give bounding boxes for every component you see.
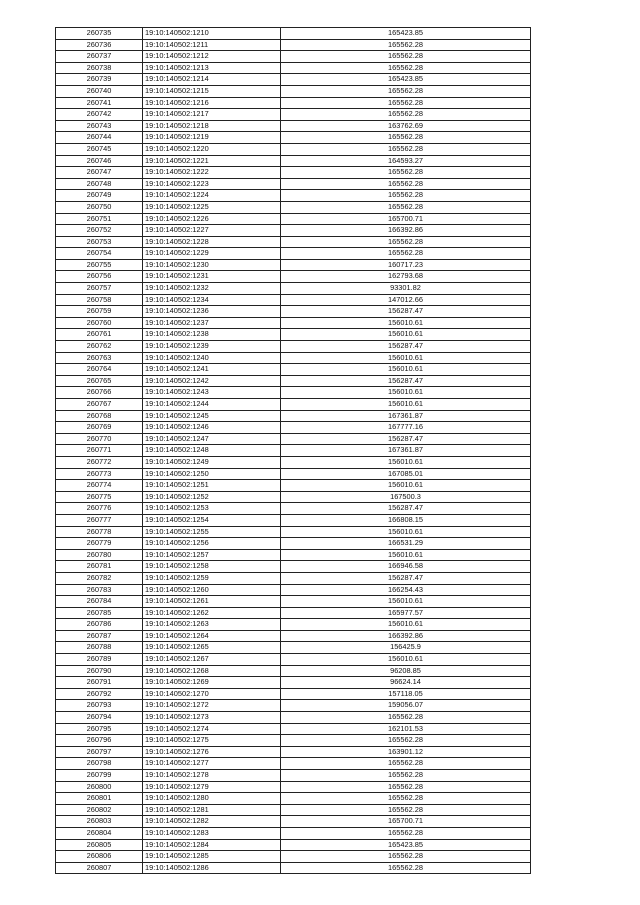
row-id-cell: 260795 — [56, 723, 143, 735]
row-id-cell: 260781 — [56, 561, 143, 573]
cadastral-number-cell: 19:10:140502:1250 — [143, 468, 281, 480]
table-row — [56, 538, 531, 550]
cadastral-number-cell: 19:10:140502:1214 — [143, 74, 281, 86]
row-id-cell: 260805 — [56, 839, 143, 851]
value-cell: 165562.28 — [281, 862, 531, 874]
row-id-cell: 260751 — [56, 213, 143, 225]
table-row — [56, 491, 531, 503]
cadastral-number-cell: 19:10:140502:1239 — [143, 341, 281, 353]
row-id-cell: 260738 — [56, 62, 143, 74]
cadastral-number-cell: 19:10:140502:1220 — [143, 143, 281, 155]
value-cell: 167500.3 — [281, 491, 531, 503]
value-cell: 165562.28 — [281, 51, 531, 63]
value-cell: 156010.61 — [281, 352, 531, 364]
row-id-cell: 260793 — [56, 700, 143, 712]
table-row — [56, 62, 531, 74]
row-id-cell: 260765 — [56, 375, 143, 387]
cadastral-number-cell: 19:10:140502:1276 — [143, 746, 281, 758]
value-cell: 156010.61 — [281, 387, 531, 399]
cadastral-number-cell: 19:10:140502:1215 — [143, 85, 281, 97]
row-id-cell: 260749 — [56, 190, 143, 202]
table-row — [56, 364, 531, 376]
row-id-cell: 260782 — [56, 572, 143, 584]
value-cell: 165562.28 — [281, 85, 531, 97]
cadastral-number-cell: 19:10:140502:1237 — [143, 317, 281, 329]
row-id-cell: 260794 — [56, 712, 143, 724]
value-cell: 165977.57 — [281, 607, 531, 619]
value-cell: 165562.28 — [281, 781, 531, 793]
table-row — [56, 120, 531, 132]
table-row — [56, 433, 531, 445]
cadastral-number-cell: 19:10:140502:1241 — [143, 364, 281, 376]
value-cell: 156287.47 — [281, 375, 531, 387]
row-id-cell: 260736 — [56, 39, 143, 51]
table-row — [56, 607, 531, 619]
cadastral-number-cell: 19:10:140502:1244 — [143, 399, 281, 411]
cadastral-number-cell: 19:10:140502:1238 — [143, 329, 281, 341]
row-id-cell: 260740 — [56, 85, 143, 97]
value-cell: 166531.29 — [281, 538, 531, 550]
table-row — [56, 306, 531, 318]
table-row — [56, 445, 531, 457]
table-row — [56, 213, 531, 225]
value-cell: 165562.28 — [281, 827, 531, 839]
row-id-cell: 260768 — [56, 410, 143, 422]
value-cell: 165562.28 — [281, 62, 531, 74]
cadastral-number-cell: 19:10:140502:1253 — [143, 503, 281, 515]
row-id-cell: 260759 — [56, 306, 143, 318]
row-id-cell: 260761 — [56, 329, 143, 341]
value-cell: 165423.85 — [281, 74, 531, 86]
table-row — [56, 167, 531, 179]
table-row — [56, 190, 531, 202]
row-id-cell: 260739 — [56, 74, 143, 86]
value-cell: 157118.05 — [281, 688, 531, 700]
table-row — [56, 851, 531, 863]
cadastral-number-cell: 19:10:140502:1274 — [143, 723, 281, 735]
row-id-cell: 260741 — [56, 97, 143, 109]
table-row — [56, 317, 531, 329]
value-cell: 162793.68 — [281, 271, 531, 283]
table-row — [56, 283, 531, 295]
cadastral-number-cell: 19:10:140502:1246 — [143, 422, 281, 434]
table-row — [56, 375, 531, 387]
table-row — [56, 271, 531, 283]
value-cell: 159056.07 — [281, 700, 531, 712]
cadastral-number-cell: 19:10:140502:1285 — [143, 851, 281, 863]
cadastral-number-cell: 19:10:140502:1275 — [143, 735, 281, 747]
value-cell: 167777.16 — [281, 422, 531, 434]
value-cell: 165562.28 — [281, 97, 531, 109]
table-row — [56, 654, 531, 666]
row-id-cell: 260748 — [56, 178, 143, 190]
value-cell: 93301.82 — [281, 283, 531, 295]
table-row — [56, 39, 531, 51]
value-cell: 167085.01 — [281, 468, 531, 480]
value-cell: 156010.61 — [281, 596, 531, 608]
row-id-cell: 260755 — [56, 259, 143, 271]
table-row — [56, 781, 531, 793]
row-id-cell: 260753 — [56, 236, 143, 248]
table-row — [56, 74, 531, 86]
cadastral-number-cell: 19:10:140502:1284 — [143, 839, 281, 851]
cadastral-number-cell: 19:10:140502:1279 — [143, 781, 281, 793]
value-cell: 156010.61 — [281, 329, 531, 341]
table-row — [56, 839, 531, 851]
value-cell: 165562.28 — [281, 167, 531, 179]
row-id-cell: 260764 — [56, 364, 143, 376]
table-row — [56, 700, 531, 712]
row-id-cell: 260772 — [56, 456, 143, 468]
table-row — [56, 596, 531, 608]
value-cell: 165562.28 — [281, 735, 531, 747]
value-cell: 166254.43 — [281, 584, 531, 596]
cadastral-number-cell: 19:10:140502:1216 — [143, 97, 281, 109]
value-cell: 156287.47 — [281, 572, 531, 584]
table-row — [56, 236, 531, 248]
table-row — [56, 132, 531, 144]
value-cell: 163762.69 — [281, 120, 531, 132]
cadastral-number-cell: 19:10:140502:1278 — [143, 770, 281, 782]
row-id-cell: 260785 — [56, 607, 143, 619]
cadastral-number-cell: 19:10:140502:1240 — [143, 352, 281, 364]
table-row — [56, 97, 531, 109]
value-cell: 156010.61 — [281, 317, 531, 329]
cadastral-number-cell: 19:10:140502:1225 — [143, 201, 281, 213]
table-row — [56, 677, 531, 689]
table-row — [56, 770, 531, 782]
value-cell: 165562.28 — [281, 201, 531, 213]
value-cell: 165562.28 — [281, 143, 531, 155]
row-id-cell: 260743 — [56, 120, 143, 132]
value-cell: 166392.86 — [281, 225, 531, 237]
row-id-cell: 260735 — [56, 28, 143, 40]
cadastral-number-cell: 19:10:140502:1218 — [143, 120, 281, 132]
row-id-cell: 260797 — [56, 746, 143, 758]
table-row — [56, 549, 531, 561]
row-id-cell: 260771 — [56, 445, 143, 457]
table-row — [56, 816, 531, 828]
cadastral-number-cell: 19:10:140502:1252 — [143, 491, 281, 503]
table-row — [56, 735, 531, 747]
row-id-cell: 260792 — [56, 688, 143, 700]
cadastral-number-cell: 19:10:140502:1254 — [143, 514, 281, 526]
row-id-cell: 260757 — [56, 283, 143, 295]
cadastral-number-cell: 19:10:140502:1272 — [143, 700, 281, 712]
cadastral-number-cell: 19:10:140502:1264 — [143, 630, 281, 642]
cadastral-number-cell: 19:10:140502:1226 — [143, 213, 281, 225]
table-row — [56, 514, 531, 526]
row-id-cell: 260762 — [56, 341, 143, 353]
value-cell: 165562.28 — [281, 190, 531, 202]
value-cell: 165562.28 — [281, 39, 531, 51]
cadastral-number-cell: 19:10:140502:1257 — [143, 549, 281, 561]
cadastral-number-cell: 19:10:140502:1223 — [143, 178, 281, 190]
value-cell: 165423.85 — [281, 839, 531, 851]
value-cell: 164593.27 — [281, 155, 531, 167]
row-id-cell: 260804 — [56, 827, 143, 839]
value-cell: 156287.47 — [281, 341, 531, 353]
cadastral-number-cell: 19:10:140502:1256 — [143, 538, 281, 550]
row-id-cell: 260779 — [56, 538, 143, 550]
table-row — [56, 665, 531, 677]
table-row — [56, 630, 531, 642]
row-id-cell: 260802 — [56, 804, 143, 816]
cadastral-number-cell: 19:10:140502:1260 — [143, 584, 281, 596]
row-id-cell: 260774 — [56, 480, 143, 492]
row-id-cell: 260744 — [56, 132, 143, 144]
table-row — [56, 109, 531, 121]
table-body — [56, 28, 531, 874]
cadastral-number-cell: 19:10:140502:1261 — [143, 596, 281, 608]
row-id-cell: 260786 — [56, 619, 143, 631]
table-row — [56, 422, 531, 434]
table-row — [56, 399, 531, 411]
row-id-cell: 260784 — [56, 596, 143, 608]
cadastral-number-cell: 19:10:140502:1217 — [143, 109, 281, 121]
cadastral-number-cell: 19:10:140502:1231 — [143, 271, 281, 283]
table-row — [56, 561, 531, 573]
row-id-cell: 260767 — [56, 399, 143, 411]
value-cell: 167361.87 — [281, 445, 531, 457]
table-row — [56, 572, 531, 584]
row-id-cell: 260758 — [56, 294, 143, 306]
table-row — [56, 387, 531, 399]
cadastral-number-cell: 19:10:140502:1270 — [143, 688, 281, 700]
row-id-cell: 260752 — [56, 225, 143, 237]
value-cell: 156010.61 — [281, 399, 531, 411]
cadastral-number-cell: 19:10:140502:1282 — [143, 816, 281, 828]
row-id-cell: 260747 — [56, 167, 143, 179]
table-row — [56, 688, 531, 700]
table-row — [56, 352, 531, 364]
value-cell: 165562.28 — [281, 770, 531, 782]
table-row — [56, 862, 531, 874]
row-id-cell: 260776 — [56, 503, 143, 515]
value-cell: 147012.66 — [281, 294, 531, 306]
row-id-cell: 260806 — [56, 851, 143, 863]
row-id-cell: 260754 — [56, 248, 143, 260]
cadastral-number-cell: 19:10:140502:1255 — [143, 526, 281, 538]
value-cell: 96208.85 — [281, 665, 531, 677]
cadastral-number-cell: 19:10:140502:1262 — [143, 607, 281, 619]
cadastral-number-cell: 19:10:140502:1211 — [143, 39, 281, 51]
cadastral-number-cell: 19:10:140502:1249 — [143, 456, 281, 468]
row-id-cell: 260799 — [56, 770, 143, 782]
value-cell: 165562.28 — [281, 178, 531, 190]
value-cell: 165562.28 — [281, 132, 531, 144]
value-cell: 166946.58 — [281, 561, 531, 573]
cadastral-number-cell: 19:10:140502:1227 — [143, 225, 281, 237]
row-id-cell: 260760 — [56, 317, 143, 329]
table-row — [56, 526, 531, 538]
cadastral-number-cell: 19:10:140502:1222 — [143, 167, 281, 179]
table-row — [56, 225, 531, 237]
value-cell: 156010.61 — [281, 364, 531, 376]
cadastral-number-cell: 19:10:140502:1280 — [143, 793, 281, 805]
row-id-cell: 260790 — [56, 665, 143, 677]
value-cell: 156010.61 — [281, 619, 531, 631]
row-id-cell: 260791 — [56, 677, 143, 689]
table-row — [56, 248, 531, 260]
cadastral-number-cell: 19:10:140502:1247 — [143, 433, 281, 445]
value-cell: 96624.14 — [281, 677, 531, 689]
value-cell: 156010.61 — [281, 456, 531, 468]
row-id-cell: 260789 — [56, 654, 143, 666]
row-id-cell: 260769 — [56, 422, 143, 434]
cadastral-number-cell: 19:10:140502:1242 — [143, 375, 281, 387]
table-row — [56, 410, 531, 422]
cadastral-number-cell: 19:10:140502:1213 — [143, 62, 281, 74]
row-id-cell: 260770 — [56, 433, 143, 445]
table-row — [56, 758, 531, 770]
row-id-cell: 260745 — [56, 143, 143, 155]
row-id-cell: 260773 — [56, 468, 143, 480]
value-cell: 156010.61 — [281, 654, 531, 666]
cadastral-number-cell: 19:10:140502:1219 — [143, 132, 281, 144]
row-id-cell: 260766 — [56, 387, 143, 399]
cadastral-number-cell: 19:10:140502:1230 — [143, 259, 281, 271]
cadastral-number-cell: 19:10:140502:1229 — [143, 248, 281, 260]
cadastral-number-cell: 19:10:140502:1267 — [143, 654, 281, 666]
cadastral-number-cell: 19:10:140502:1212 — [143, 51, 281, 63]
cadastral-number-cell: 19:10:140502:1234 — [143, 294, 281, 306]
row-id-cell: 260756 — [56, 271, 143, 283]
value-cell: 156425.9 — [281, 642, 531, 654]
table-row — [56, 712, 531, 724]
table-row — [56, 456, 531, 468]
cadastral-number-cell: 19:10:140502:1281 — [143, 804, 281, 816]
table-row — [56, 178, 531, 190]
table-row — [56, 827, 531, 839]
table-row — [56, 28, 531, 40]
table-row — [56, 642, 531, 654]
value-cell: 165423.85 — [281, 28, 531, 40]
table-row — [56, 503, 531, 515]
value-cell: 162101.53 — [281, 723, 531, 735]
value-cell: 156287.47 — [281, 433, 531, 445]
cadastral-number-cell: 19:10:140502:1259 — [143, 572, 281, 584]
table-row — [56, 329, 531, 341]
row-id-cell: 260777 — [56, 514, 143, 526]
value-cell: 165700.71 — [281, 816, 531, 828]
table-row — [56, 804, 531, 816]
value-cell: 165562.28 — [281, 851, 531, 863]
table-row — [56, 294, 531, 306]
row-id-cell: 260787 — [56, 630, 143, 642]
value-cell: 165562.28 — [281, 248, 531, 260]
table-row — [56, 480, 531, 492]
table-row — [56, 341, 531, 353]
value-cell: 156010.61 — [281, 526, 531, 538]
cadastral-number-cell: 19:10:140502:1258 — [143, 561, 281, 573]
data-table — [55, 27, 531, 874]
row-id-cell: 260800 — [56, 781, 143, 793]
cadastral-number-cell: 19:10:140502:1265 — [143, 642, 281, 654]
cadastral-number-cell: 19:10:140502:1269 — [143, 677, 281, 689]
row-id-cell: 260783 — [56, 584, 143, 596]
cadastral-number-cell: 19:10:140502:1277 — [143, 758, 281, 770]
value-cell: 165562.28 — [281, 236, 531, 248]
row-id-cell: 260780 — [56, 549, 143, 561]
value-cell: 167361.87 — [281, 410, 531, 422]
row-id-cell: 260737 — [56, 51, 143, 63]
cadastral-number-cell: 19:10:140502:1263 — [143, 619, 281, 631]
table-row — [56, 201, 531, 213]
cadastral-number-cell: 19:10:140502:1236 — [143, 306, 281, 318]
row-id-cell: 260803 — [56, 816, 143, 828]
value-cell: 163901.12 — [281, 746, 531, 758]
value-cell: 165562.28 — [281, 109, 531, 121]
table-row — [56, 584, 531, 596]
table-row — [56, 468, 531, 480]
cadastral-number-cell: 19:10:140502:1210 — [143, 28, 281, 40]
cadastral-number-cell: 19:10:140502:1232 — [143, 283, 281, 295]
cadastral-number-cell: 19:10:140502:1268 — [143, 665, 281, 677]
cadastral-number-cell: 19:10:140502:1228 — [143, 236, 281, 248]
table-row — [56, 51, 531, 63]
row-id-cell: 260807 — [56, 862, 143, 874]
cadastral-number-cell: 19:10:140502:1286 — [143, 862, 281, 874]
value-cell: 165562.28 — [281, 758, 531, 770]
row-id-cell: 260742 — [56, 109, 143, 121]
value-cell: 156010.61 — [281, 549, 531, 561]
cadastral-number-cell: 19:10:140502:1273 — [143, 712, 281, 724]
value-cell: 165562.28 — [281, 793, 531, 805]
row-id-cell: 260775 — [56, 491, 143, 503]
table-row — [56, 155, 531, 167]
row-id-cell: 260798 — [56, 758, 143, 770]
value-cell: 165562.28 — [281, 804, 531, 816]
table-row — [56, 143, 531, 155]
value-cell: 166392.86 — [281, 630, 531, 642]
value-cell: 165700.71 — [281, 213, 531, 225]
value-cell: 156287.47 — [281, 503, 531, 515]
row-id-cell: 260778 — [56, 526, 143, 538]
cadastral-number-cell: 19:10:140502:1251 — [143, 480, 281, 492]
value-cell: 165562.28 — [281, 712, 531, 724]
row-id-cell: 260796 — [56, 735, 143, 747]
value-cell: 156010.61 — [281, 480, 531, 492]
table-row — [56, 259, 531, 271]
table-row — [56, 793, 531, 805]
table-row — [56, 619, 531, 631]
row-id-cell: 260746 — [56, 155, 143, 167]
cadastral-number-cell: 19:10:140502:1224 — [143, 190, 281, 202]
cadastral-number-cell: 19:10:140502:1243 — [143, 387, 281, 399]
value-cell: 156287.47 — [281, 306, 531, 318]
row-id-cell: 260788 — [56, 642, 143, 654]
table-row — [56, 746, 531, 758]
cadastral-number-cell: 19:10:140502:1245 — [143, 410, 281, 422]
value-cell: 160717.23 — [281, 259, 531, 271]
table-row — [56, 723, 531, 735]
row-id-cell: 260763 — [56, 352, 143, 364]
cadastral-number-cell: 19:10:140502:1283 — [143, 827, 281, 839]
row-id-cell: 260801 — [56, 793, 143, 805]
row-id-cell: 260750 — [56, 201, 143, 213]
cadastral-number-cell: 19:10:140502:1221 — [143, 155, 281, 167]
table-row — [56, 85, 531, 97]
value-cell: 166808.15 — [281, 514, 531, 526]
cadastral-number-cell: 19:10:140502:1248 — [143, 445, 281, 457]
